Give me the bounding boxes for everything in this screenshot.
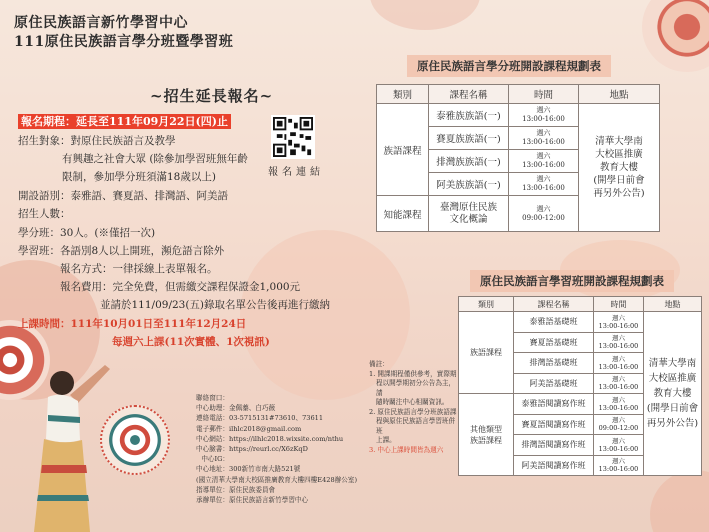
info-deadline — [18, 114, 231, 130]
table1-title: 原住民族語言學分班開設課程規劃表 — [407, 55, 611, 77]
table2-header-location: 地點 — [644, 297, 702, 312]
note-3: 3. 中心上課時間皆為週六 — [369, 445, 444, 454]
info-languages: 開設語別：泰雅語、賽夏語、排灣語、阿美語 — [18, 190, 228, 202]
table1-course-name: 排灣族族語(一) — [429, 150, 509, 173]
study-course-table — [458, 296, 702, 476]
deadline-highlight: 報名期程：延長至111年09月22日(四)止 — [18, 114, 231, 129]
note-1: 1. 開課期程僅供參考，實際期 — [369, 369, 457, 378]
table2-course-name: 排灣語閱讀寫作班 — [514, 435, 594, 456]
woman-skirt — [34, 439, 90, 532]
deco-circle-top-center — [370, 0, 480, 30]
table2-course-time: 週六 13:00-16:00 — [594, 332, 644, 353]
contact-row: 中心網站：https://ilhlc2018.wixsite.com/nthu — [196, 434, 344, 443]
table2-course-name: 泰雅語閱讀寫作班 — [514, 394, 594, 415]
table1-header-category: 類別 — [377, 85, 429, 104]
info-method: 報名方式：一律採線上表單報名。 — [60, 263, 218, 275]
table-row — [377, 104, 660, 127]
table1-course-time: 週六 13:00-16:00 — [509, 127, 579, 150]
contact-row: 中心地址：300新竹市南大路521號 — [196, 465, 301, 474]
table2-header-row — [459, 297, 702, 312]
info-credit-class: 學分班：30人。(※僅招一次) — [18, 227, 156, 239]
table1-course-time: 週六 09:00-12:00 — [509, 196, 579, 232]
contact-row: 電子郵件：ilhlc2018@gmail.com — [196, 424, 302, 433]
contact-row: 中心IG： — [201, 455, 229, 464]
deco-circle-bottom-right — [650, 470, 709, 532]
woman-skirt-band — [41, 465, 87, 473]
info-study-class: 學習班：各語別8人以上開班，瀕危語言除外 — [18, 245, 225, 257]
woman-head — [50, 371, 74, 395]
page-subtitle: ~招生延長報名~ — [150, 87, 274, 105]
table1-course-name: 泰雅族族語(一) — [429, 104, 509, 127]
table2-course-time: 週六 13:00-16:00 — [594, 394, 644, 415]
facebook-link[interactable]: https://reurl.cc/X6zKqD — [229, 445, 308, 454]
table2-course-name: 泰雅語基礎班 — [514, 312, 594, 333]
website-link[interactable]: https://ilhlc2018.wixsite.com/nthu — [229, 434, 344, 443]
table1-category-language: 族語課程 — [377, 104, 429, 196]
table2-course-name: 排灣語基礎班 — [514, 353, 594, 374]
contact-row: 中心臉書：https://reurl.cc/X6zKqD — [196, 445, 308, 454]
table2-course-time: 週六 13:00-16:00 — [594, 373, 644, 394]
info-target-2: 有興趣之社會大眾 (除參加學習班無年齡 — [62, 153, 248, 165]
table-row — [459, 312, 702, 333]
contact-row: 聯絡窗口： — [196, 394, 229, 402]
woman-arm — [70, 365, 110, 403]
table1-category-knowledge: 知能課程 — [377, 196, 429, 232]
woman-skirt-band-2 — [37, 495, 89, 501]
notes-title: 備註： — [369, 360, 389, 368]
info-target-1: 招生對象：對原住民族語言及教學 — [18, 135, 176, 147]
note-1c: 隨時關注中心相關資訊。 — [376, 398, 449, 406]
contact-row: 承辦單位：原住民族語言新竹學習中心 — [196, 496, 309, 505]
table1-course-name: 臺灣原住民族 文化概論 — [429, 196, 509, 232]
table1-header-course: 課程名稱 — [429, 85, 509, 104]
table2-course-time: 週六 13:00-16:00 — [594, 455, 644, 476]
info-class-time: 上課時間：111年10月01日至111年12月24日 — [18, 318, 247, 330]
page-title-line2: 111原住民族語言學分班暨學習班 — [14, 34, 234, 50]
credit-course-table — [376, 84, 660, 232]
qr-code[interactable] — [271, 115, 315, 159]
table1-course-time: 週六 13:00-16:00 — [509, 104, 579, 127]
qr-code-icon — [273, 117, 313, 157]
notes — [369, 360, 459, 455]
table2-course-time: 週六 09:00-12:00 — [594, 414, 644, 435]
table2-course-name: 阿美語閱讀寫作班 — [514, 455, 594, 476]
page-title-line1: 原住民族語言新竹學習中心 — [14, 15, 188, 31]
contact-row: 中心助理：金佩蓁、白巧薇 — [196, 404, 276, 413]
table2-course-time: 週六 13:00-16:00 — [594, 435, 644, 456]
qr-code-label: 報名連結 — [268, 167, 324, 178]
note-1b: 程以開學期初分公告為主，請 — [376, 379, 456, 397]
info-target-3: 限制，參加學分班須滿18歲以上) — [62, 171, 216, 183]
table2-course-time: 週六 13:00-16:00 — [594, 353, 644, 374]
note-2c: 上課。 — [376, 436, 396, 444]
table1-course-name: 賽夏族族語(一) — [429, 127, 509, 150]
contact-info — [196, 393, 357, 505]
table1-course-time: 週六 13:00-16:00 — [509, 173, 579, 196]
note-2b: 程與原住民族語言學習班併班 — [376, 417, 456, 435]
table1-header-time: 時間 — [509, 85, 579, 104]
table2-course-name: 阿美語基礎班 — [514, 373, 594, 394]
email-link[interactable]: ilhlc2018@gmail.com — [229, 424, 302, 433]
table1-location: 清華大學南 大校區推廣 教育大樓 (開學日前會 再另外公告) — [579, 104, 660, 232]
info-count-label: 招生人數： — [18, 208, 71, 220]
info-class-freq: 每週六上課(11次實體、1次視訊) — [112, 336, 270, 348]
table1-header-location: 地點 — [579, 85, 660, 104]
table2-header-time: 時間 — [594, 297, 644, 312]
table2-course-name: 賽夏語閱讀寫作班 — [514, 414, 594, 435]
table1-course-time: 週六 13:00-16:00 — [509, 150, 579, 173]
table1-header-row — [377, 85, 660, 104]
table2-course-time: 週六 13:00-16:00 — [594, 312, 644, 333]
info-fee-2: 並請於111/09/23(五)錄取名單公告後再進行繳納 — [100, 299, 331, 311]
contact-row: (國立清華大學南大校區推廣教育大樓四樓E428辦公室) — [196, 475, 358, 484]
table2-header-category: 類別 — [459, 297, 514, 312]
table2-title: 原住民族語言學習班開設課程規劃表 — [470, 270, 674, 292]
deco-circle-top-right — [642, 0, 709, 72]
woman-illustration — [20, 345, 130, 532]
info-fee-1: 報名費用：完全免費，但需繳交課程保證金1,000元 — [60, 281, 301, 293]
table2-course-name: 賽夏語基礎班 — [514, 332, 594, 353]
table1-course-name: 阿美族族語(一) — [429, 173, 509, 196]
table2-header-course: 課程名稱 — [514, 297, 594, 312]
table2-category-other: 其他類型 族語課程 — [459, 394, 514, 476]
note-2: 2. 原住民族語言學分班族語課 — [369, 407, 457, 416]
contact-row: 連絡電話：03-5715131#73610、73611 — [196, 414, 324, 423]
table2-category-language: 族語課程 — [459, 312, 514, 394]
table2-location: 清華大學南 大校區推廣 教育大樓 (開學日前會 再另外公告) — [644, 312, 702, 476]
contact-row: 指導單位：原住民族委員會 — [196, 485, 276, 494]
